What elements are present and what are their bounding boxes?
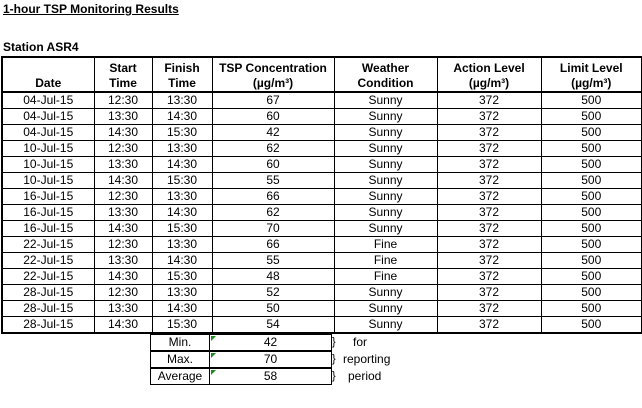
summary-note: period [348, 369, 382, 383]
table-cell: 500 [541, 269, 642, 285]
table-cell: 500 [541, 205, 642, 221]
summary-label: Min. [150, 334, 210, 351]
table-cell: 10-Jul-15 [2, 141, 94, 157]
table-cell: 52 [212, 285, 334, 301]
column-header [94, 57, 152, 92]
table-cell: 13:30 [152, 237, 212, 253]
table-cell: Sunny [334, 301, 437, 317]
table-cell: 500 [541, 237, 642, 253]
table-cell: 14:30 [152, 157, 212, 173]
table-cell: 14:30 [152, 205, 212, 221]
table-cell: 500 [541, 173, 642, 189]
table-cell: 12:30 [94, 141, 152, 157]
table-cell: 13:30 [94, 157, 152, 173]
table-header-row [2, 57, 642, 92]
column-header-line2: (µg/m³) [252, 76, 294, 90]
table-cell: 13:30 [94, 253, 152, 269]
table-cell: 500 [541, 301, 642, 317]
station-label: Station ASR4 [3, 40, 79, 54]
table-cell: 500 [541, 125, 642, 141]
table-cell: Sunny [334, 141, 437, 157]
table-cell: 22-Jul-15 [2, 237, 94, 253]
table-cell: 13:30 [152, 285, 212, 301]
table-row [2, 157, 642, 173]
summary-row [0, 334, 642, 350]
table-cell: 372 [437, 92, 541, 109]
table-row [2, 189, 642, 205]
tsp-results-table [1, 56, 642, 334]
summary-row [0, 351, 642, 367]
column-header-line2: Condition [357, 76, 414, 90]
table-cell: 13:30 [152, 141, 212, 157]
column-header-line2: (µg/m³) [468, 76, 510, 90]
table-row [2, 221, 642, 237]
table-cell: 70 [212, 221, 334, 237]
table-cell: Sunny [334, 285, 437, 301]
column-header [437, 57, 541, 92]
table-cell: 13:30 [152, 189, 212, 205]
column-header-line1: Start [109, 61, 137, 75]
table-cell: 12:30 [94, 237, 152, 253]
table-cell: Sunny [334, 317, 437, 334]
table-cell: 50 [212, 301, 334, 317]
table-cell: 55 [212, 253, 334, 269]
table-cell: 60 [212, 157, 334, 173]
table-cell: 15:30 [152, 269, 212, 285]
table-cell: Sunny [334, 157, 437, 173]
table-cell: 12:30 [94, 189, 152, 205]
table-cell: 372 [437, 205, 541, 221]
table-cell: 55 [212, 173, 334, 189]
table-cell: 28-Jul-15 [2, 301, 94, 317]
table-row [2, 125, 642, 141]
table-row [2, 237, 642, 253]
table-cell: 62 [212, 205, 334, 221]
table-cell: 10-Jul-15 [2, 157, 94, 173]
table-cell: 15:30 [152, 125, 212, 141]
page-title: 1-hour TSP Monitoring Results [3, 2, 179, 16]
column-header [541, 57, 642, 92]
table-cell: 372 [437, 189, 541, 205]
table-cell: 372 [437, 173, 541, 189]
table-cell: Fine [334, 269, 437, 285]
table-cell: 500 [541, 317, 642, 334]
table-cell: 48 [212, 269, 334, 285]
table-cell: Sunny [334, 109, 437, 125]
table-cell: 16-Jul-15 [2, 205, 94, 221]
table-cell: 16-Jul-15 [2, 189, 94, 205]
column-header-line1: Finish [164, 61, 200, 75]
table-cell: 14:30 [152, 109, 212, 125]
table-cell: 42 [212, 125, 334, 141]
summary-label: Average [150, 368, 210, 385]
table-cell: Sunny [334, 125, 437, 141]
column-header [212, 57, 334, 92]
table-cell: 372 [437, 157, 541, 173]
table-cell: 04-Jul-15 [2, 109, 94, 125]
table-row [2, 285, 642, 301]
table-cell: 500 [541, 157, 642, 173]
table-cell: 15:30 [152, 221, 212, 237]
table-cell: 14:30 [152, 253, 212, 269]
summary-value: 58 [209, 368, 332, 385]
table-cell: 04-Jul-15 [2, 125, 94, 141]
summary-brace: } [332, 353, 336, 365]
table-row [2, 253, 642, 269]
table-cell: 14:30 [94, 221, 152, 237]
column-header-line1: Limit Level [559, 61, 623, 75]
table-row [2, 205, 642, 221]
column-header-line1: TSP Concentration [219, 61, 327, 75]
table-cell: 500 [541, 109, 642, 125]
table-cell: 22-Jul-15 [2, 253, 94, 269]
column-header-line1: Action Level [453, 61, 525, 75]
summary-label: Max. [150, 351, 210, 368]
column-header-line2: Time [168, 76, 196, 90]
table-cell: 15:30 [152, 317, 212, 334]
column-header [152, 57, 212, 92]
table-cell: 500 [541, 253, 642, 269]
table-row [2, 141, 642, 157]
summary-block [0, 334, 642, 386]
table-cell: 16-Jul-15 [2, 221, 94, 237]
table-cell: 67 [212, 92, 334, 109]
summary-note: for [353, 335, 368, 349]
column-header-line1: Weather [361, 61, 410, 75]
table-cell: Sunny [334, 221, 437, 237]
table-row [2, 173, 642, 189]
table-cell: Sunny [334, 173, 437, 189]
column-header [334, 57, 437, 92]
table-cell: 13:30 [94, 109, 152, 125]
table-cell: 372 [437, 269, 541, 285]
table-cell: 14:30 [94, 317, 152, 334]
summary-brace: } [332, 370, 336, 382]
table-cell: 372 [437, 109, 541, 125]
table-cell: 62 [212, 141, 334, 157]
table-cell: 14:30 [94, 125, 152, 141]
table-cell: 500 [541, 92, 642, 109]
table-cell: Sunny [334, 189, 437, 205]
table-cell: 12:30 [94, 285, 152, 301]
table-cell: 66 [212, 189, 334, 205]
table-row [2, 109, 642, 125]
summary-note: reporting [343, 352, 391, 366]
table-cell: 500 [541, 141, 642, 157]
table-cell: 04-Jul-15 [2, 92, 94, 109]
column-header-line1 [3, 61, 94, 76]
table-cell: 372 [437, 221, 541, 237]
summary-brace: } [332, 336, 336, 348]
summary-value: 70 [209, 351, 332, 368]
table-cell: 372 [437, 285, 541, 301]
table-cell: 372 [437, 301, 541, 317]
table-cell: Sunny [334, 92, 437, 109]
column-header-line2: Time [109, 76, 137, 90]
table-cell: 66 [212, 237, 334, 253]
table-cell: Fine [334, 253, 437, 269]
table-cell: Sunny [334, 205, 437, 221]
table-cell: 54 [212, 317, 334, 334]
summary-value: 42 [209, 334, 332, 351]
summary-row [0, 368, 642, 384]
table-cell: 500 [541, 221, 642, 237]
table-cell: 60 [212, 109, 334, 125]
table-cell: 500 [541, 189, 642, 205]
table-cell: 14:30 [152, 301, 212, 317]
table-row [2, 301, 642, 317]
table-cell: 15:30 [152, 173, 212, 189]
table-cell: 10-Jul-15 [2, 173, 94, 189]
table-cell: 372 [437, 237, 541, 253]
table-cell: 14:30 [94, 269, 152, 285]
table-cell: 372 [437, 253, 541, 269]
table-cell: 372 [437, 141, 541, 157]
table-cell: 28-Jul-15 [2, 317, 94, 334]
table-cell: 372 [437, 125, 541, 141]
table-cell: 13:30 [152, 92, 212, 109]
table-cell: 14:30 [94, 173, 152, 189]
column-header-line2: (µg/m³) [571, 76, 612, 90]
table-row [2, 92, 642, 109]
table-cell: 13:30 [94, 301, 152, 317]
table-body [2, 92, 642, 333]
table-cell: 12:30 [94, 92, 152, 109]
table-cell: 22-Jul-15 [2, 269, 94, 285]
table-cell: 13:30 [94, 205, 152, 221]
table-cell: Fine [334, 237, 437, 253]
column-header-line2: Date [35, 76, 62, 90]
table-cell: 372 [437, 317, 541, 334]
table-cell: 500 [541, 285, 642, 301]
column-header [2, 57, 94, 92]
table-cell: 28-Jul-15 [2, 285, 94, 301]
table-row [2, 269, 642, 285]
table-row [2, 317, 642, 334]
